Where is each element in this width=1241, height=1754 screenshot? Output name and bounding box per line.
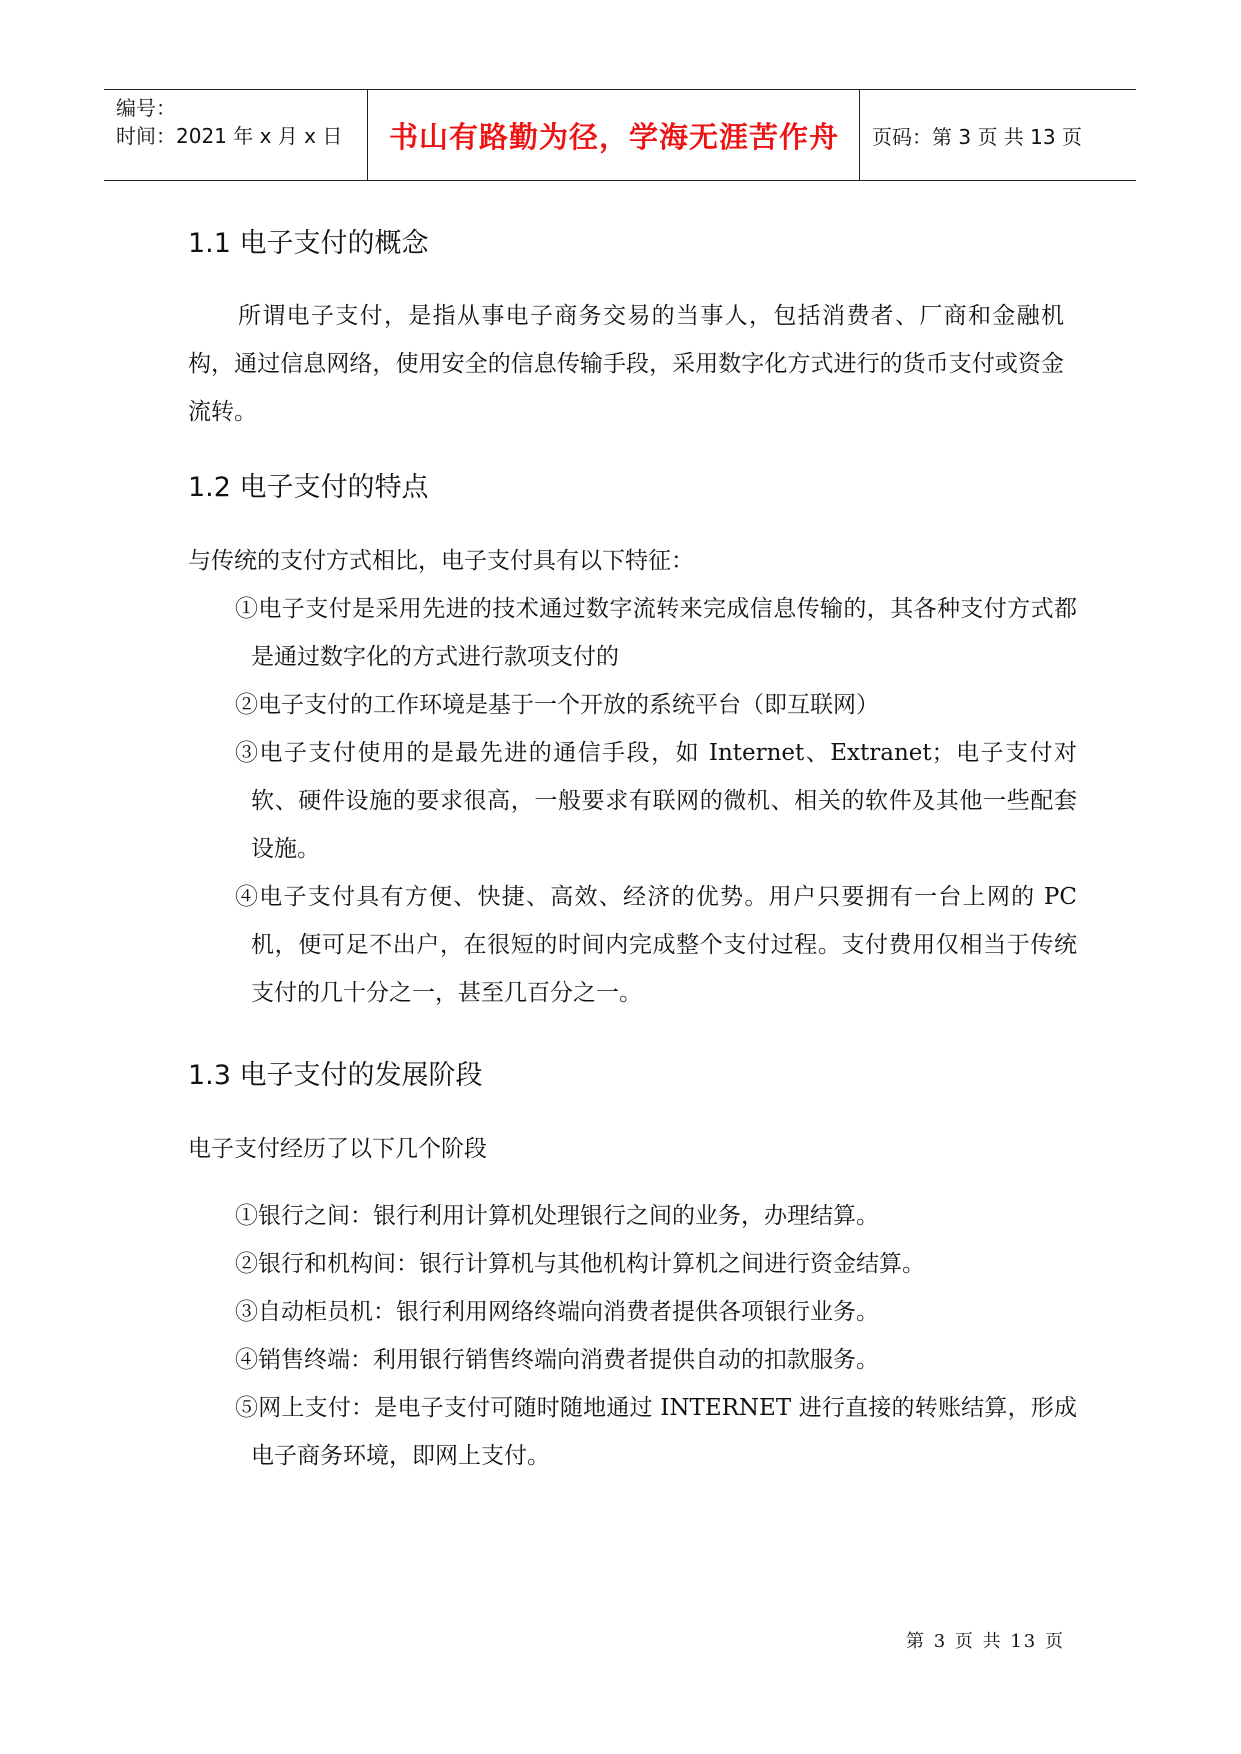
document-time-label: 时间：2021 年 x 月 x 日 <box>116 124 343 148</box>
section-lead-1-2: 与传统的支付方式相比，电子支付具有以下特征： <box>188 548 694 574</box>
header-divider <box>367 90 368 180</box>
header-motto: 书山有路勤为径，学海无涯苦作舟 <box>388 119 839 154</box>
section-heading-1-3: 1.3 电子支付的发展阶段 <box>188 1060 483 1091</box>
list-item: ①电子支付是采用先进的技术通过数字流转来完成信息传输的，其各种支付方式都是通过数字化的方式进行款项支付的 <box>235 596 1077 670</box>
list-item: ④电子支付具有方便、快捷、高效、经济的优势。用户只要拥有一台上网的 PC 机，便可足不出户，在很短的时间内完成整个支付过程。支付费用仅相当于传统支付的几十分之一，甚至几百分之一。 <box>235 884 1077 1006</box>
header-info <box>116 94 366 150</box>
list-item: ④销售终端：利用银行销售终端向消费者提供自动的扣款服务。 <box>235 1347 879 1373</box>
section-lead-1-3: 电子支付经历了以下几个阶段 <box>188 1136 487 1162</box>
header-divider <box>859 90 860 180</box>
page-footer: 第 3 页 共 13 页 <box>906 1631 1065 1652</box>
list-item: ②银行和机构间：银行计算机与其他机构计算机之间进行资金结算。 <box>235 1251 925 1277</box>
section-heading-1-2: 1.2 电子支付的特点 <box>188 472 429 503</box>
feature-list <box>235 585 1077 1017</box>
section-heading-1-1: 1.1 电子支付的概念 <box>188 228 429 259</box>
list-item: ③自动柜员机：银行利用网络终端向消费者提供各项银行业务。 <box>235 1299 879 1325</box>
section-paragraph-1-1: 所谓电子支付，是指从事电子商务交易的当事人，包括消费者、厂商和金融机构，通过信息网络，使用安全的信息传输手段，采用数字化方式进行的货币支付或资金流转。 <box>188 303 1064 425</box>
stage-list <box>235 1192 1077 1480</box>
list-item: ①银行之间：银行利用计算机处理银行之间的业务，办理结算。 <box>235 1203 879 1229</box>
list-item: ⑤网上支付：是电子支付可随时随地通过 INTERNET 进行直接的转账结算，形成电子商务环境，即网上支付。 <box>235 1395 1077 1469</box>
page-header <box>104 89 1136 181</box>
header-page-indicator: 页码：第 3 页 共 13 页 <box>872 124 1082 149</box>
list-item: ③电子支付使用的是最先进的通信手段，如 Internet、Extranet；电子支付对软、硬件设施的要求很高，一般要求有联网的微机、相关的软件及其他一些配套设施。 <box>235 740 1077 862</box>
list-item: ②电子支付的工作环境是基于一个开放的系统平台（即互联网） <box>235 692 879 718</box>
document-number-label: 编号： <box>116 96 176 120</box>
